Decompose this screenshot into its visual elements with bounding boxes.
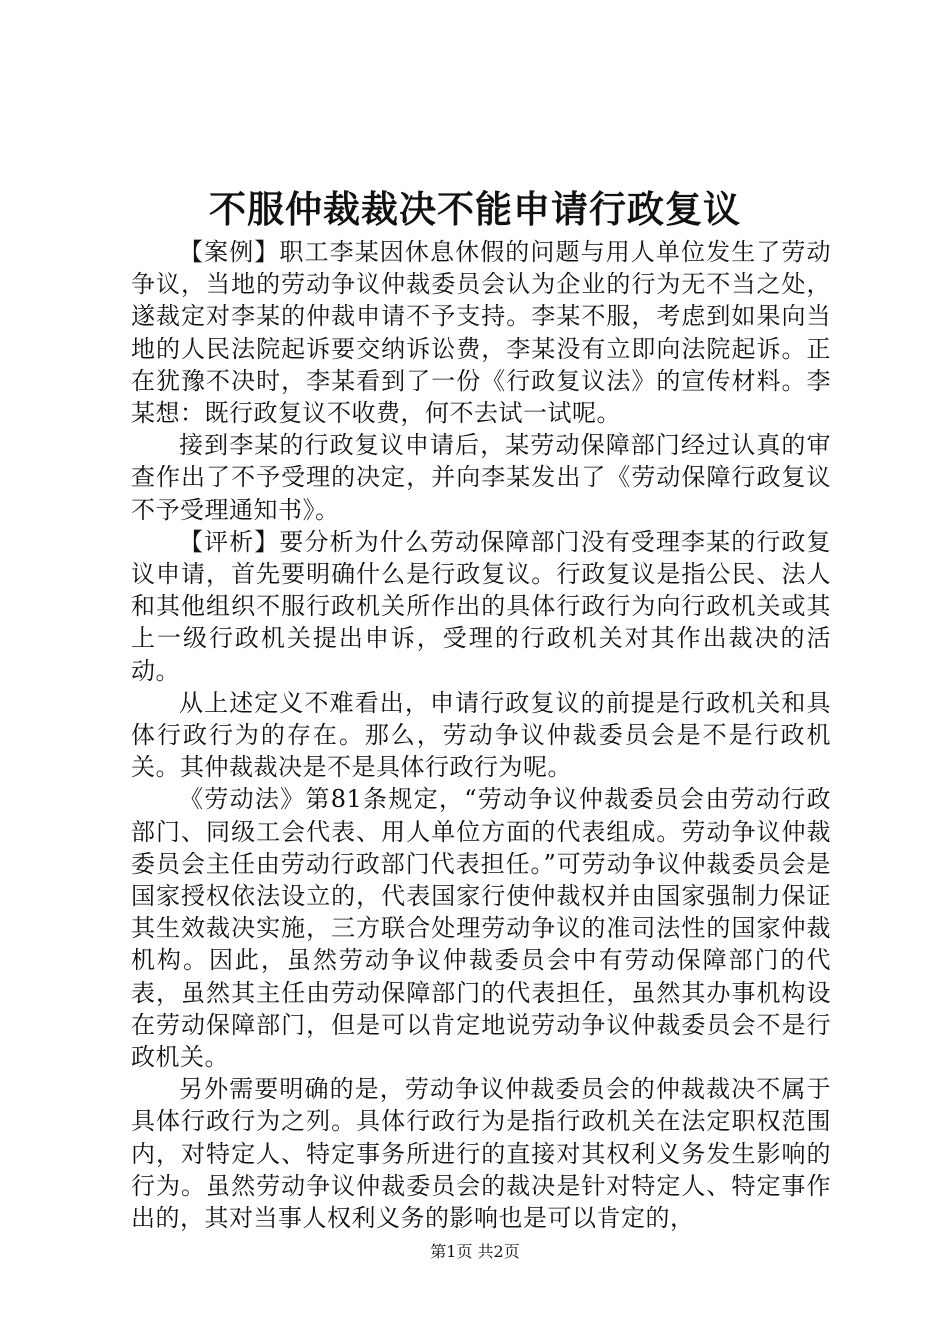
paragraph-rejection: 接到李某的行政复议申请后，某劳动保障部门经过认真的审查作出了不予受理的决定，并向李某发出了《劳动保障行政复议不予受理通知书》。: [131, 431, 831, 524]
paragraph-labor-law: 《劳动法》第81条规定，“劳动争议仲裁委员会由劳动行政部门、同级工会代表、用人单位方面的代表组成。劳动争议仲裁委员会主任由劳动行政部门代表担任。”可劳动争议仲裁委员会是国家授权依法设立的，代表国家行使仲裁权并由国家强制力保证其生效裁决实施，三方联合处理劳动争议的准司法性的国家仲裁机构。因此，虽然劳动争议仲裁委员会中有劳动保障部门的代表，虽然其主任由劳动保障部门的代表担任，虽然其办事机构设在劳动保障部门，但是可以肯定地说劳动争议仲裁委员会不是行政机关。: [131, 785, 831, 1072]
paragraph-analysis: 【评析】要分析为什么劳动保障部门没有受理李某的行政复议申请，首先要明确什么是行政复议。行政复议是指公民、法人和其他组织不服行政机关所作出的具体行政行为向行政机关或其上一级行政机关提出申诉，受理的行政机关对其作出裁决的活动。: [131, 527, 831, 685]
paragraph-ruling: 另外需要明确的是，劳动争议仲裁委员会的仲裁裁决不属于具体行政行为之列。具体行政行为是指行政机关在法定职权范围内，对特定人、特定事务所进行的直接对其权利义务发生影响的行为。虽然劳动争议仲裁委员会的裁决是针对特定人、特定事作出的，其对当事人权利义务的影响也是可以肯定的，: [131, 1075, 831, 1233]
page-footer: 第1页 共2页: [430, 1242, 520, 1261]
document-body: [131, 236, 831, 1234]
paragraph-definition: 从上述定义不难看出，申请行政复议的前提是行政机关和具体行政行为的存在。那么，劳动争议仲裁委员会是不是行政机关。其仲裁裁决是不是具体行政行为呢。: [131, 688, 831, 782]
paragraph-case: 【案例】职工李某因休息休假的问题与用人单位发生了劳动争议，当地的劳动争议仲裁委员会认为企业的行为无不当之处，遂裁定对李某的仲裁申请不予支持。李某不服，考虑到如果向当地的人民法院起诉要交纳诉讼费，李某没有立即向法院起诉。正在犹豫不决时，李某看到了一份《行政复议法》的宣传材料。李某想：既行政复议不收费，何不去试一试呢。: [131, 238, 831, 428]
document-title: 不服仲裁裁决不能申请行政复议: [209, 187, 741, 231]
